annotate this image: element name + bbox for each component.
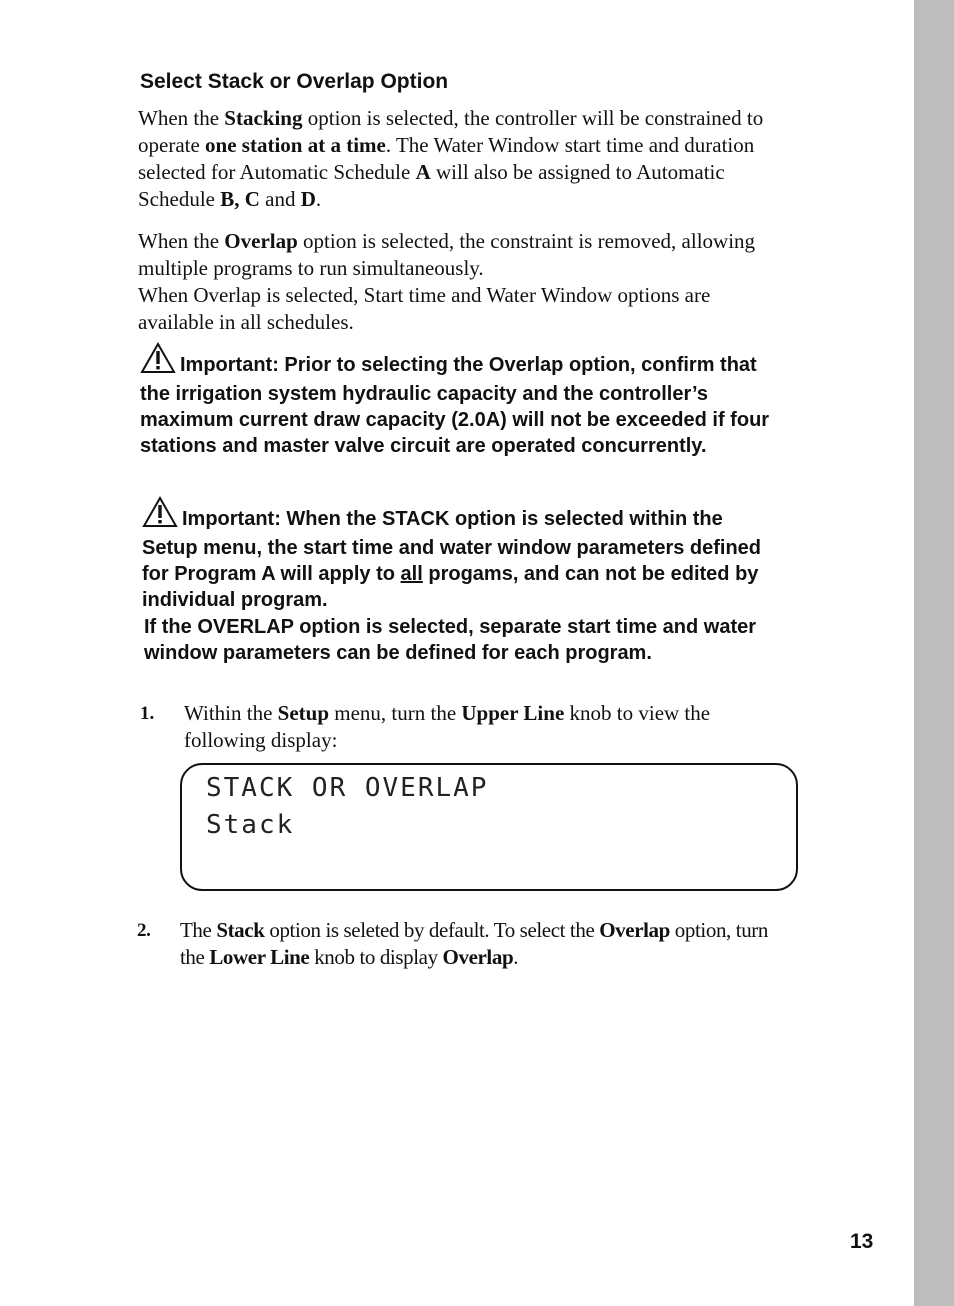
- step-2-number: 2.: [137, 920, 151, 941]
- page-number: 13: [850, 1230, 874, 1253]
- text: menu, turn the: [329, 701, 462, 725]
- setup-term: Setup: [277, 701, 329, 725]
- warning-triangle-icon: [140, 342, 176, 381]
- display-line-2: Stack: [206, 810, 295, 840]
- step-2-text: [180, 917, 795, 971]
- underlined-all: all: [400, 563, 423, 585]
- text: option is selected, the controller will be constrained to operate: [138, 106, 764, 157]
- text: option, turn the: [180, 918, 768, 969]
- stacking-paragraph: [138, 105, 778, 213]
- stack-term: Stack: [216, 918, 265, 942]
- upper-line-term: Upper Line: [461, 701, 565, 725]
- schedule-bc-term: B, C: [220, 187, 260, 211]
- step-1-number: 1.: [140, 703, 155, 724]
- overlap-term: Overlap: [442, 945, 514, 969]
- text: knob to view the following display:: [184, 701, 711, 752]
- controller-display: [180, 763, 798, 891]
- text: progams, and can not be edited by individual program.: [142, 563, 759, 611]
- schedule-d-term: D: [300, 187, 316, 211]
- text: The: [180, 918, 217, 942]
- warning-triangle-icon: [142, 496, 178, 535]
- text: When the: [138, 106, 225, 130]
- text: When the: [138, 229, 225, 253]
- text: will also be assigned to Automatic Schedule: [138, 160, 725, 211]
- overlap-term: Overlap: [224, 229, 298, 253]
- important-note-2: [142, 496, 782, 613]
- text: option is selected, the constraint is removed, allowing multiple programs to run simultaneously.: [138, 229, 756, 280]
- step-1-text: [184, 700, 794, 754]
- text: and: [259, 187, 301, 211]
- important-note-1-text: Important: Prior to selecting the Overlap option, confirm that the irrigation system hydraulic capacity and the controller’s maximum current draw capacity (2.0A) will not be exceeded if four stations and master valve circuit are operated concurrently.: [140, 354, 770, 457]
- important-note-3: If the OVERLAP option is selected, separate start time and water window parameters can be defined for each program.: [144, 616, 757, 664]
- one-station-term: one station at a time: [205, 133, 386, 157]
- overlap-paragraph: [138, 228, 778, 282]
- text: . The Water Window start time and duration selected for Automatic Schedule: [138, 133, 755, 184]
- text: Within the: [184, 701, 278, 725]
- display-line-1: STACK OR OVERLAP: [206, 773, 489, 803]
- overlap-note-paragraph: When Overlap is selected, Start time and Water Window options are available in all schedules.: [138, 283, 711, 334]
- lower-line-term: Lower Line: [209, 945, 310, 969]
- schedule-a-term: A: [415, 160, 431, 184]
- text: Important: When the STACK option is selected within the Setup menu, the start time and water window parameters defined for Program A will apply to: [142, 508, 762, 585]
- stacking-term: Stacking: [224, 106, 303, 130]
- important-note-1: [140, 342, 780, 459]
- overlap-term: Overlap: [599, 918, 670, 942]
- text: knob to display: [309, 945, 443, 969]
- text: .: [315, 187, 322, 211]
- text: option is seleted by default. To select the: [264, 918, 600, 942]
- page-edge-strip: [914, 0, 954, 1306]
- text: .: [513, 945, 519, 969]
- section-heading: Select Stack or Overlap Option: [140, 70, 449, 93]
